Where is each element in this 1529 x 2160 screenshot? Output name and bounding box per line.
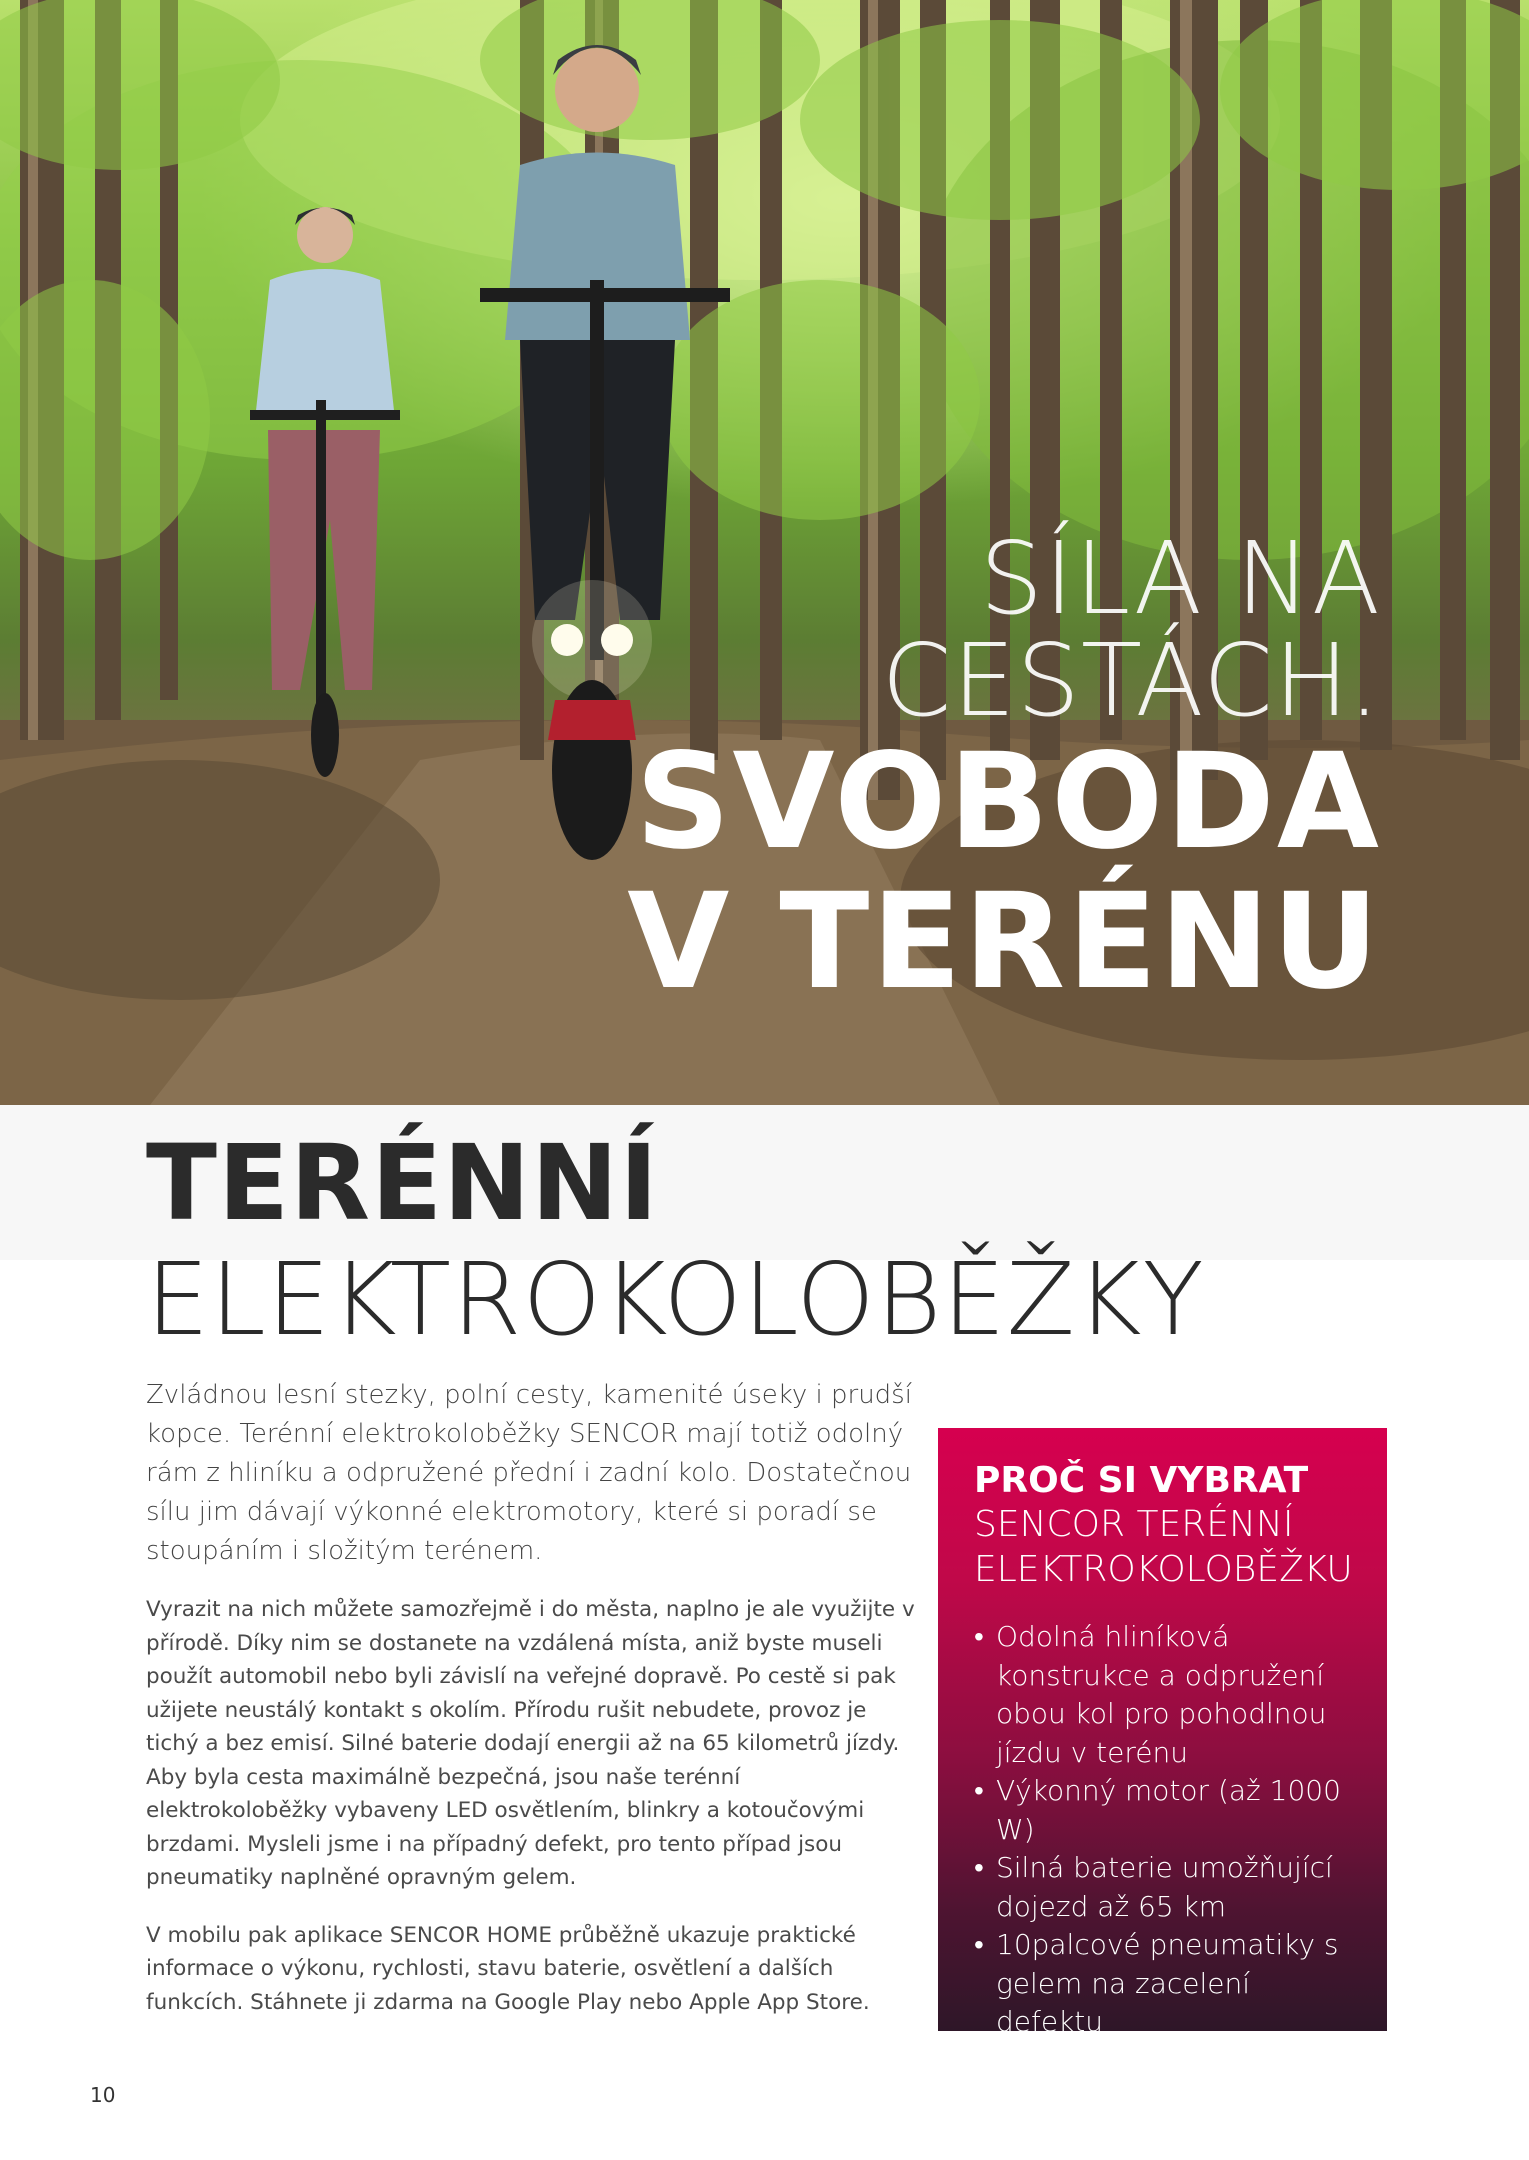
body-paragraph-2: V mobilu pak aplikace SENCOR HOME průběžně ukazuje praktické informace o výkonu, rychlosti, stavu baterie, osvětlení a dalších funkcích. Stáhnete ji zdarma na Google Play nebo Apple App Store. <box>146 1922 870 2015</box>
why-choose-box <box>938 1428 1387 2115</box>
feature-text: Silná baterie umožňující dojezd až 65 km <box>996 1851 1333 1923</box>
bullet-icon: • <box>974 2043 984 2077</box>
feature-text: Výkonný motor (až 1000 W) <box>996 1774 1341 1846</box>
feature-text: 10palcové pneumatiky s gelem na zacelení defektu <box>996 1928 1339 2038</box>
bullet-icon: • <box>974 1620 984 1653</box>
page-number: 10 <box>90 2083 116 2107</box>
hero-line-1: SÍLA NA <box>979 520 1381 637</box>
box-heading-bold: PROČ SI VYBRAT <box>974 1460 1309 1501</box>
bullet-icon: • <box>974 1851 984 1884</box>
bullet-icon: • <box>974 1928 984 1961</box>
feature-text: Odolná hliníková konstrukce a odpružení obou kol pro pohodlnou jízdu v terénu <box>996 1620 1327 1769</box>
body-column <box>146 1376 916 2043</box>
feature-item <box>974 1772 1351 1849</box>
feature-item <box>974 1849 1351 1926</box>
rider-left-figure <box>250 207 400 777</box>
hero-line-4: V TERÉNU <box>627 865 1381 1019</box>
lead-paragraph: Zvládnou lesní stezky, polní cesty, kamenité úseky i prudší kopce. Terénní elektrokoloběžky SENCOR mají totiž odolný rám z hliníku a odpružené přední i zadní kolo. Dostatečnou sílu jim dávají výkonné elektromotory, které si poradí se stoupáním i složitým terénem. <box>146 1380 912 1566</box>
hero-line-2: CESTÁCH. <box>881 622 1381 739</box>
box-heading-line-2: SENCOR TERÉNNÍ <box>974 1504 1294 1545</box>
feature-item <box>974 1618 1351 1772</box>
feature-item <box>974 1926 1351 2042</box>
feature-list <box>974 1618 1351 2119</box>
body-paragraph-1: Vyrazit na nich můžete samozřejmě i do města, naplno je ale využijte v přírodě. Díky nim se dostanete na vzdálená místa, aniž byste museli použít automobil nebo byli závislí na veřejné dopravě. Po cestě si pak užijete neustálý kontakt s okolím. Přírodu rušit nebudete, provoz je tichý a bez emisí. Silné baterie dodají energii až na 65 kilometrů jízdy. Aby byla cesta maximálně bezpečná, jsou naše terénní elektrokoloběžky vybaveny LED osvětlením, blinkry a kotoučovými brzdami. Mysleli jsme i na případný defekt, pro tento případ jsou pneumatiky naplněné opravným gelem. <box>146 1597 915 1890</box>
hero-headline <box>627 520 1381 1019</box>
page-title-thin: ELEKTROKOLOBĚŽKY <box>146 1241 1205 1358</box>
feature-item <box>974 2042 1351 2119</box>
bullet-icon: • <box>974 1774 984 1807</box>
page-title-bold: TERÉNNÍ <box>146 1122 659 1244</box>
feature-text: Propojení s aplikací SENCOR HOME <box>996 2043 1265 2115</box>
box-heading-line-3: ELEKTROKOLOBĚŽKU <box>974 1549 1353 1590</box>
hero-line-3: SVOBODA <box>635 725 1381 879</box>
